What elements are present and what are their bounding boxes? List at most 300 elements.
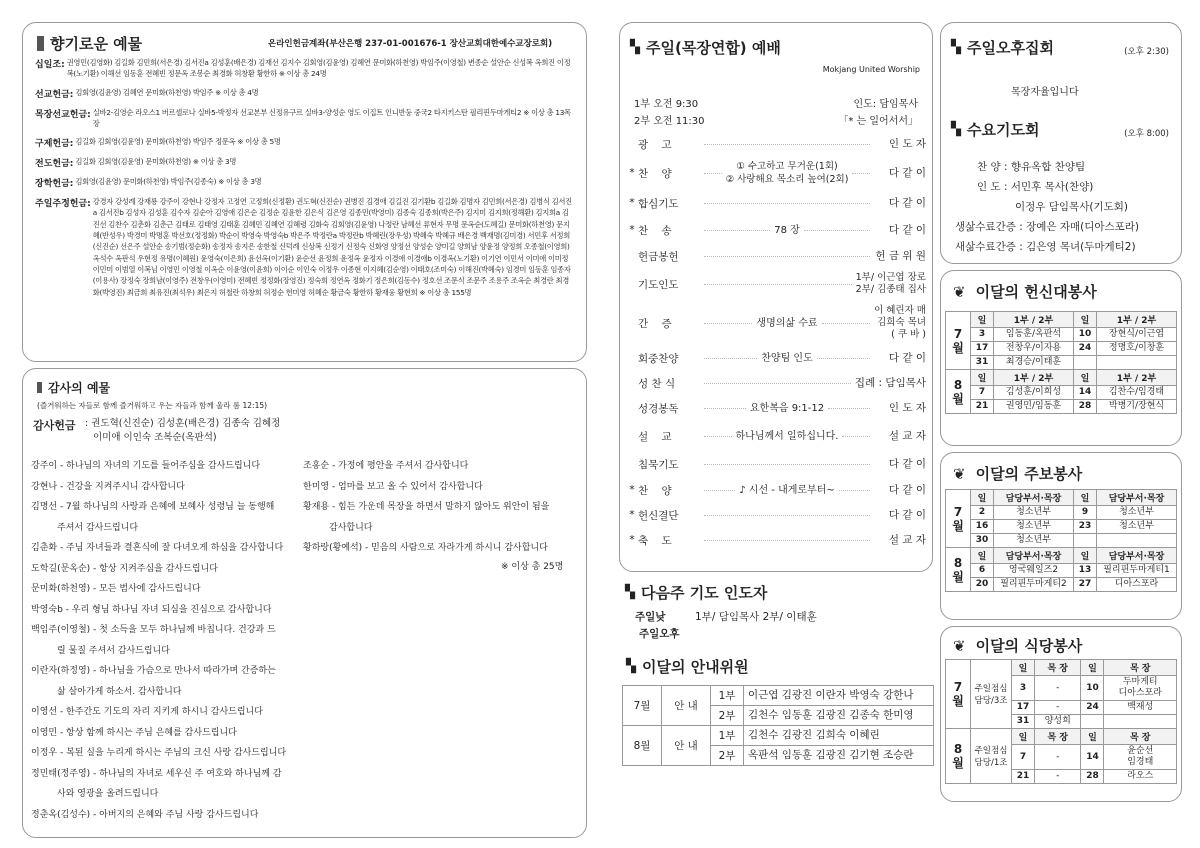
wednesday-praise: 찬 양 : 향유옥합 찬양팀 bbox=[977, 161, 1086, 173]
order-content bbox=[700, 402, 874, 415]
order-row bbox=[626, 451, 926, 477]
order-content-text: ① 수고하고 무거운(1회) ② 사랑해요 목소리 높여(2회) bbox=[725, 161, 849, 185]
order-content-text: 생명의삶 수료 bbox=[756, 317, 818, 329]
svc-name: 청소년부 bbox=[1097, 520, 1177, 534]
svc-header-cell: 일 bbox=[1012, 729, 1035, 745]
next-prayer-section bbox=[625, 582, 925, 641]
svc-header-cell: 일 bbox=[1012, 660, 1035, 676]
svc-name: 디아스포라 bbox=[1097, 578, 1177, 592]
wednesday-prayer: 이정우 담임목사(기도회) bbox=[1015, 201, 1128, 213]
service-leader: 인도: 담임목사 bbox=[853, 99, 918, 110]
svc-day: 20 bbox=[971, 578, 994, 592]
svc-day bbox=[1081, 715, 1104, 729]
svc-header-cell: 일 bbox=[1074, 312, 1097, 328]
svc-duty: 주일점심 담당/3조 bbox=[971, 660, 1012, 729]
offering-panel bbox=[22, 22, 587, 362]
thanks-line: 주셔서 감사드립니다 bbox=[57, 522, 139, 533]
thanks-list-left bbox=[31, 456, 311, 825]
order-who: 다 같 이 bbox=[888, 509, 926, 521]
section-marker-icon: ▚ bbox=[951, 40, 961, 55]
guides-section bbox=[622, 656, 934, 766]
svc-row bbox=[946, 520, 1177, 534]
svc-day: 24 bbox=[1081, 701, 1104, 715]
order-item: 축 도 bbox=[638, 534, 672, 547]
svc-day: 30 bbox=[971, 534, 994, 548]
svc-header-cell: 담당부서·목장 bbox=[994, 548, 1074, 564]
thanks-line: 한미영 - 엄마를 보고 올 수 있어서 감사합니다 bbox=[303, 481, 483, 492]
order-dots bbox=[704, 173, 722, 174]
guides-part: 1부 bbox=[711, 686, 744, 706]
kitchen-title: 이달의 식당봉사 bbox=[975, 637, 1083, 655]
svc-header-cell: 일 bbox=[1074, 548, 1097, 564]
svc-duty: 주일점심 담당/1조 bbox=[971, 729, 1012, 784]
thanks-line: 삶 살아가게 하소서. 감사합니다 bbox=[57, 686, 182, 697]
guides-names: 김천수 김광진 김희숙 이혜린 bbox=[744, 726, 934, 746]
order-row bbox=[626, 215, 926, 245]
order-row bbox=[626, 527, 926, 553]
order-star: * bbox=[629, 167, 635, 179]
guides-part: 1부 bbox=[711, 726, 744, 746]
svc-day: 10 bbox=[1074, 328, 1097, 342]
svc-day: 17 bbox=[971, 342, 994, 356]
order-content bbox=[700, 284, 856, 285]
section-marker-icon: ▚ bbox=[625, 585, 635, 600]
svc-month: 7 월 bbox=[946, 660, 971, 729]
order-content bbox=[700, 430, 874, 443]
offering-title: 향기로운 예물 bbox=[50, 35, 143, 53]
guides-names: 이근엽 김광진 이란자 박영숙 강한나 bbox=[744, 686, 934, 706]
order-item: 간 증 bbox=[638, 317, 672, 330]
svc-header-cell: 일 bbox=[971, 370, 994, 386]
svc-header-cell: 일 bbox=[1074, 490, 1097, 506]
svc-day: 16 bbox=[971, 520, 994, 534]
order-item: 헌신결단 bbox=[638, 509, 679, 522]
svc-day: 14 bbox=[1081, 745, 1104, 770]
order-row bbox=[626, 245, 926, 267]
svc-day: 6 bbox=[971, 564, 994, 578]
order-content-text: ♪ 시선 - 내게로부터~ bbox=[739, 484, 835, 496]
svc-day: 23 bbox=[1074, 520, 1097, 534]
svc-header-cell: 일 bbox=[1081, 729, 1104, 745]
wednesday-time: (오후 8:00) bbox=[1124, 129, 1169, 139]
leaf-icon: ❦ bbox=[953, 282, 966, 301]
next-prayer-sunday-label: 주일낮 bbox=[635, 611, 666, 623]
svc-day: 9 bbox=[1074, 506, 1097, 520]
svc-header-row bbox=[946, 729, 1177, 745]
thanks-line: 문미화(하천영) - 모든 범사에 감사드립니다 bbox=[31, 584, 201, 594]
thanks-line: 박영숙b - 우리 형님 하나님 자녀 되심을 진심으로 감사합니다 bbox=[31, 604, 272, 615]
offering-label: 구제헌금: bbox=[35, 139, 74, 150]
order-item: 회중찬양 bbox=[638, 352, 679, 365]
thanks-line: 강현나 - 건강을 지켜주시니 감사합니다 bbox=[31, 481, 185, 492]
svc-name: - bbox=[1035, 745, 1081, 770]
offering-label: 장학헌금: bbox=[35, 179, 74, 190]
order-who: 1부/ 이근엽 장로 2부/ 김종태 집사 bbox=[855, 272, 926, 295]
svc-row bbox=[946, 534, 1177, 548]
svc-name bbox=[1097, 534, 1177, 548]
order-content bbox=[700, 144, 874, 145]
svc-name: 장현식/이근엽 bbox=[1097, 328, 1177, 342]
svc-month: 8 월 bbox=[946, 548, 971, 592]
order-row bbox=[626, 267, 926, 301]
svc-name: 청소년부 bbox=[1097, 506, 1177, 520]
order-item: 헌금봉헌 bbox=[638, 250, 679, 263]
thanks-line: 감사합니다 bbox=[329, 522, 373, 533]
thanks-line: 사와 영광을 올려드립니다 bbox=[57, 789, 159, 799]
order-content-text: 하나님께서 일하십니다. bbox=[735, 430, 839, 442]
offering-names: 김길화 김회영(김윤영) 문미화(하천영) ※ 이상 총 3명 bbox=[75, 157, 237, 167]
order-of-service bbox=[626, 133, 926, 553]
order-dots bbox=[704, 436, 732, 437]
svc-name: 김성훈/이희성 bbox=[994, 386, 1074, 400]
order-dots bbox=[704, 383, 851, 384]
thanks-verse: (즐거워하는 자들로 함께 즐거워하고 우는 자들과 함께 울라 롬 12:15) bbox=[37, 401, 268, 410]
thanks-line: 도학길(문옥순) - 항상 지켜주심을 감사드립니다 bbox=[31, 563, 218, 574]
order-item: 기도인도 bbox=[638, 278, 679, 291]
thanks-line: 강주이 - 하나님의 자녀의 기도를 들어주심을 감사드립니다 bbox=[31, 461, 261, 471]
thanks-line: 황재용 - 힘든 가운데 목장을 하면서 말하지 않아도 위안이 됨을 bbox=[303, 502, 550, 512]
order-item: 광 고 bbox=[638, 138, 672, 151]
svc-header-row bbox=[946, 548, 1177, 564]
order-dots bbox=[704, 144, 870, 145]
svc-day: 21 bbox=[971, 400, 994, 414]
svc-name: 라오스 bbox=[1104, 770, 1177, 784]
order-item: 찬 양 bbox=[638, 167, 672, 180]
svc-month: 7 월 bbox=[946, 490, 971, 548]
guides-table bbox=[622, 685, 934, 766]
order-row bbox=[626, 503, 926, 527]
order-row bbox=[626, 133, 926, 155]
svc-name: 백재성 bbox=[1104, 701, 1177, 715]
thanks-names-2: 이미애 이인숙 조복순(옥판석) bbox=[93, 432, 217, 443]
next-prayer-title: 다음주 기도 인도자 bbox=[641, 584, 768, 602]
offering-sections bbox=[35, 57, 575, 298]
svc-header-row bbox=[946, 490, 1177, 506]
order-star: * bbox=[629, 197, 635, 209]
order-dots bbox=[704, 256, 870, 257]
thanks-line: 김명선 - 7월 하나님의 사랑과 은혜에 보혜사 성령님 늘 동행해 bbox=[31, 502, 275, 512]
svc-header-cell: 일 bbox=[1074, 370, 1097, 386]
svc-name: 청소년부 bbox=[994, 534, 1074, 548]
kitchen-table bbox=[945, 659, 1177, 784]
order-row bbox=[626, 371, 926, 395]
svc-day: 7 bbox=[1012, 745, 1035, 770]
svc-name: 임동훈/옥판석 bbox=[994, 328, 1074, 342]
order-content bbox=[700, 256, 874, 257]
order-who: 다 같 이 bbox=[888, 484, 926, 496]
worship-subtitle: Mokjang United Worship bbox=[822, 65, 920, 74]
order-dots bbox=[822, 323, 870, 324]
svc-name: - bbox=[1035, 676, 1081, 701]
svc-name: 최경승/이태훈 bbox=[994, 356, 1074, 370]
thanks-line: 릴 물질 주셔서 감사드립니다 bbox=[57, 645, 170, 656]
guides-month: 7월 bbox=[623, 686, 662, 726]
order-item: 찬 양 bbox=[638, 484, 672, 497]
leaf-icon: ❦ bbox=[953, 636, 966, 655]
offering-section bbox=[35, 107, 575, 130]
order-content bbox=[700, 160, 874, 186]
order-star: * bbox=[629, 224, 635, 236]
order-dots bbox=[704, 284, 852, 285]
svc-day: 3 bbox=[1012, 676, 1035, 701]
svc-day: 14 bbox=[1074, 386, 1097, 400]
svc-name: - bbox=[1035, 770, 1081, 784]
svc-header-cell: 목 장 bbox=[1104, 660, 1177, 676]
order-who: 다 같 이 bbox=[888, 458, 926, 470]
order-content-text: 찬양팀 인도 bbox=[761, 352, 813, 364]
order-row bbox=[626, 345, 926, 371]
order-dots bbox=[704, 203, 870, 204]
offering-label: 선교헌금: bbox=[35, 89, 74, 100]
order-content bbox=[700, 203, 874, 204]
order-dots bbox=[828, 408, 870, 409]
order-row bbox=[626, 477, 926, 503]
svc-day: 28 bbox=[1074, 400, 1097, 414]
order-content bbox=[700, 515, 874, 516]
order-content bbox=[700, 317, 874, 330]
worship-panel bbox=[619, 22, 933, 572]
order-star: * bbox=[629, 509, 635, 521]
offering-label: 십일조: bbox=[35, 60, 65, 70]
order-who: 이 혜린자 매 김희숙 목녀 ( 쿠 바 ) bbox=[874, 305, 926, 340]
svc-day: 7 bbox=[971, 386, 994, 400]
guides-part: 2부 bbox=[711, 706, 744, 726]
service-time-2: 2부 오전 11:30 bbox=[634, 116, 705, 127]
svc-day: 10 bbox=[1081, 676, 1104, 701]
thanks-line: 이영민 - 항상 함께 하시는 주님 은혜를 감사드립니다 bbox=[31, 727, 237, 738]
thanks-panel bbox=[22, 368, 587, 838]
order-item: 합심기도 bbox=[638, 197, 679, 210]
devotion-title: 이달의 헌신대봉사 bbox=[975, 283, 1097, 301]
afternoon-text: 목장자율입니다 bbox=[1011, 87, 1079, 98]
order-content bbox=[700, 540, 874, 541]
svc-header-cell: 목 장 bbox=[1104, 729, 1177, 745]
order-who: 인 도 자 bbox=[888, 402, 926, 414]
kitchen-panel bbox=[940, 626, 1182, 802]
svc-name: 권영민/임동훈 bbox=[994, 400, 1074, 414]
svc-header-cell: 일 bbox=[971, 490, 994, 506]
order-dots bbox=[804, 230, 870, 231]
svc-header-cell: 목 장 bbox=[1035, 729, 1081, 745]
order-dots bbox=[704, 540, 870, 541]
svc-day: 31 bbox=[971, 356, 994, 370]
bulletin-table bbox=[945, 489, 1177, 592]
svc-name: 박병기/장현식 bbox=[1097, 400, 1177, 414]
svc-name: 양성희 bbox=[1035, 715, 1081, 729]
thanks-line: 황하랑(황예석) - 믿음의 사람으로 자라가게 하시니 감사합니다 bbox=[303, 543, 548, 553]
order-dots bbox=[704, 515, 870, 516]
order-dots bbox=[704, 358, 757, 359]
order-dots bbox=[852, 173, 870, 174]
order-content bbox=[700, 464, 874, 465]
order-row bbox=[626, 421, 926, 451]
offering-label: 전도헌금: bbox=[35, 159, 74, 170]
svc-header-cell: 1부 / 2부 bbox=[1097, 370, 1177, 386]
svc-header-row bbox=[946, 312, 1177, 328]
svc-name: 필리핀두마게티1 bbox=[1097, 564, 1177, 578]
offering-section bbox=[35, 196, 575, 298]
devotion-panel bbox=[940, 270, 1182, 446]
order-item: 설 교 bbox=[638, 430, 672, 443]
svc-name: 영국웨일즈2 bbox=[994, 564, 1074, 578]
bulletin-title: 이달의 주보봉사 bbox=[975, 465, 1083, 483]
svc-day: 17 bbox=[1012, 701, 1035, 715]
order-dots bbox=[817, 358, 870, 359]
next-prayer-afternoon-label: 주일오후 bbox=[639, 628, 680, 640]
svc-header-cell: 1부 / 2부 bbox=[994, 370, 1074, 386]
guides-row bbox=[623, 686, 934, 706]
order-dots bbox=[704, 230, 770, 231]
svc-name: 전창우/이자용 bbox=[994, 342, 1074, 356]
svc-name: 청소년부 bbox=[994, 520, 1074, 534]
svc-month: 8 월 bbox=[946, 729, 971, 784]
svc-month: 7 월 bbox=[946, 312, 971, 370]
section-bar-icon bbox=[37, 36, 44, 51]
offering-label: 주일주정헌금: bbox=[35, 199, 91, 210]
svc-name: 정명호/이창훈 bbox=[1097, 342, 1177, 356]
order-dots bbox=[704, 408, 746, 409]
thanks-list-right bbox=[303, 456, 583, 559]
afternoon-time: (오후 2:30) bbox=[1124, 47, 1169, 57]
svc-row bbox=[946, 342, 1177, 356]
order-row bbox=[626, 191, 926, 215]
svc-header-row bbox=[946, 660, 1177, 676]
thanks-line: 조홍순 - 가정에 평안을 주셔서 감사합니다 bbox=[303, 461, 469, 471]
thanks-label: 감사헌금 bbox=[33, 419, 76, 432]
bulletin-panel bbox=[940, 452, 1182, 620]
section-marker-icon: ▚ bbox=[951, 122, 961, 137]
wednesday-testimony-2: 새삶수료간증 : 김은영 목녀(두마게티2) bbox=[955, 241, 1136, 253]
svc-header-cell: 일 bbox=[1081, 660, 1104, 676]
order-row bbox=[626, 155, 926, 191]
order-row bbox=[626, 395, 926, 421]
order-who: 헌 금 위 원 bbox=[875, 250, 926, 262]
next-prayer-sunday-text: 1부/ 담임목사 2부/ 이태훈 bbox=[695, 611, 817, 623]
order-who: 설 교 자 bbox=[888, 430, 926, 442]
order-item: 침묵기도 bbox=[638, 458, 679, 471]
section-marker-icon: ▚ bbox=[630, 40, 640, 55]
svc-header-cell: 목 장 bbox=[1035, 660, 1081, 676]
offering-section bbox=[35, 156, 575, 169]
order-who: 설 교 자 bbox=[888, 534, 926, 546]
svc-name: 필리핀두마게티2 bbox=[994, 578, 1074, 592]
svc-day: 31 bbox=[1012, 715, 1035, 729]
svc-day: 3 bbox=[971, 328, 994, 342]
thanks-line: 이정우 - 복된 실을 누리게 하시는 주님의 크신 사랑 감사드립니다 bbox=[31, 748, 287, 758]
order-item: 성 찬 식 bbox=[638, 377, 676, 390]
svc-name bbox=[1097, 356, 1177, 370]
offering-names: 실바2-김영순 라오스1 버르셀로나 실바5-박정자 선교본부 신정유구르 실바3-양성순 영도 이집트 인니반둥 중국2 타지키스탄 필리핀두마게티2 ※ 이상 총 13목장 bbox=[92, 107, 571, 128]
order-star: * bbox=[629, 534, 635, 546]
order-dots bbox=[704, 490, 735, 491]
svc-day bbox=[1074, 534, 1097, 548]
svc-name: 김찬수/임경태 bbox=[1097, 386, 1177, 400]
thanks-line: 백임주(이영철) - 첫 소득을 모두 하나님께 바칩니다. 건강과 드 bbox=[31, 625, 276, 635]
order-who: 인 도 자 bbox=[888, 138, 926, 150]
leaf-icon: ❦ bbox=[953, 464, 966, 483]
order-content bbox=[700, 224, 874, 237]
wednesday-testimony-1: 생삶수료간증 : 장예은 자매(디아스포라) bbox=[955, 221, 1140, 233]
order-content bbox=[700, 383, 855, 384]
order-who: 집례 : 담임목사 bbox=[854, 377, 926, 389]
guides-title: 이달의 안내위원 bbox=[642, 658, 749, 676]
order-dots bbox=[839, 490, 870, 491]
thanks-title: 감사의 예물 bbox=[48, 381, 111, 395]
svc-row bbox=[946, 564, 1177, 578]
service-standing-note: 「* 는 일어서서」 bbox=[838, 116, 918, 127]
svc-row bbox=[946, 578, 1177, 592]
svc-month: 8 월 bbox=[946, 370, 971, 414]
order-item: 성경봉독 bbox=[638, 402, 679, 415]
svc-row bbox=[946, 506, 1177, 520]
thanks-line: 김춘화 - 주님 자녀들과 결혼식에 잘 다녀오게 하심을 감사합니다 bbox=[31, 543, 284, 553]
svc-name: - bbox=[1035, 701, 1081, 715]
offering-section bbox=[35, 176, 575, 189]
svc-row bbox=[946, 386, 1177, 400]
section-marker-icon: ▚ bbox=[626, 659, 636, 674]
svc-day: 13 bbox=[1074, 564, 1097, 578]
order-content-text: 78 장 bbox=[774, 224, 800, 236]
svc-day: 2 bbox=[971, 506, 994, 520]
svc-header-row bbox=[946, 370, 1177, 386]
offering-label: 목장선교헌금: bbox=[35, 109, 91, 120]
svc-row bbox=[946, 328, 1177, 342]
guides-part: 2부 bbox=[711, 746, 744, 766]
order-content bbox=[700, 352, 874, 365]
order-content bbox=[700, 484, 874, 497]
guides-names: 옥판석 임동훈 김광진 김기현 조승란 bbox=[744, 746, 934, 766]
offering-names: 권영민(김영화) 김길화 김민희(서은경) 김서진a 김성훈(배은경) 김재선 김지수 김회영(김윤영) 김혜연 문미화(하천영) 박임주(이영철) 변종순 설안순 신성복 옥희진 이정복(노기환) 이해선 임동훈 전혜빈 정문옥 조봉순 최경화 허창환 황한하 ※ 이상 총 24명 bbox=[66, 58, 571, 79]
order-row bbox=[626, 301, 926, 345]
order-who: 다 같 이 bbox=[888, 352, 926, 364]
section-bar-icon bbox=[37, 382, 42, 393]
svc-header-cell: 1부 / 2부 bbox=[1097, 312, 1177, 328]
offering-names: 김길화 김회영(김윤영) 문미화(하천영) 박임주 정문옥 ※ 이상 총 5명 bbox=[75, 137, 281, 147]
svc-name: 두마게티 디아스포라 bbox=[1104, 676, 1177, 701]
svc-row bbox=[946, 400, 1177, 414]
svc-row bbox=[946, 356, 1177, 370]
wednesday-leader: 인 도 : 서민후 목사(찬양) bbox=[977, 181, 1094, 193]
offering-section bbox=[35, 136, 575, 149]
meetings-panel bbox=[940, 22, 1182, 264]
svc-day: 24 bbox=[1074, 342, 1097, 356]
guides-type: 안 내 bbox=[662, 726, 711, 766]
afternoon-title: 주일오후집회 bbox=[967, 39, 1054, 57]
offering-names: 김회영(김윤영) 문미화(하천영) 박임주(김종숙) ※ 이상 총 3명 bbox=[75, 177, 262, 187]
svc-day: 27 bbox=[1074, 578, 1097, 592]
thanks-names-1: : 권도혁(신진순) 김성훈(배은경) 김종숙 김혜정 bbox=[85, 418, 281, 429]
order-dots bbox=[704, 323, 752, 324]
svc-header-cell: 일 bbox=[971, 312, 994, 328]
thanks-line: 정민태(정주영) - 하나님의 자녀로 세우신 주 여호와 하나님께 감 bbox=[31, 768, 282, 779]
order-dots bbox=[842, 436, 870, 437]
guides-type: 안 내 bbox=[662, 686, 711, 726]
thanks-line: 정춘옥(김성수) - 아버지의 은혜와 주님 사랑 감사드립니다 bbox=[31, 809, 259, 820]
guides-row bbox=[623, 726, 934, 746]
svc-day bbox=[1074, 356, 1097, 370]
order-who: 다 같 이 bbox=[888, 197, 926, 209]
guides-month: 8월 bbox=[623, 726, 662, 766]
thanks-line: 이란자(하정영) - 하나님을 가슴으로 만나서 따라가며 간증하는 bbox=[31, 666, 276, 676]
offering-section bbox=[35, 87, 575, 100]
devotion-table bbox=[945, 311, 1177, 414]
thanks-line: 이영선 - 한주간도 기도의 자리 지키게 하시니 감사드립니다 bbox=[31, 707, 263, 717]
svc-name: 청소년부 bbox=[994, 506, 1074, 520]
worship-title: 주일(목장연합) 예배 bbox=[646, 39, 781, 57]
wednesday-title: 수요기도회 bbox=[967, 121, 1040, 139]
svc-day: 28 bbox=[1081, 770, 1104, 784]
thanks-total: ※ 이상 총 25명 bbox=[501, 562, 564, 572]
